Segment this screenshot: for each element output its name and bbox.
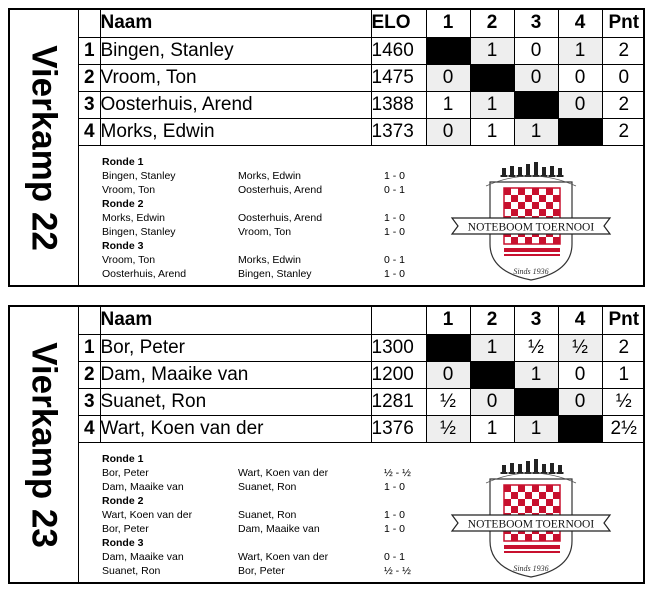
round-label: Ronde 2 [102,198,144,210]
header-elo [371,307,426,334]
result-cell: 0 [470,388,514,415]
player-row [79,91,645,118]
header-round-4: 4 [558,10,602,37]
header-round-1: 1 [426,10,470,37]
result-cell: ½ [514,334,558,361]
player-points: 2 [602,37,645,64]
crosstable [79,307,645,443]
game-white: Bingen, Stanley [102,170,176,182]
result-cell: 0 [426,361,470,388]
game-result: 0 - 1 [384,184,406,196]
result-cell-self [514,91,558,118]
player-row [79,118,645,145]
player-nr: 3 [79,91,100,118]
crosstable-header [79,10,645,37]
result-cell: 1 [470,37,514,64]
player-points: 2 [602,91,645,118]
game-row [102,253,442,267]
result-cell: 1 [514,118,558,145]
player-elo: 1373 [371,118,426,145]
header-round-1: 1 [426,307,470,334]
player-row [79,37,645,64]
player-points: 2½ [602,415,645,442]
game-result: 1 - 0 [384,212,406,224]
game-result: ½ - ½ [384,467,411,479]
header-pnt: Pnt [602,10,645,37]
game-row [102,211,442,225]
result-cell: 0 [426,118,470,145]
result-cell: 1 [470,118,514,145]
round-label: Ronde 1 [102,453,144,465]
tournament-title: Vierkamp 23 [24,341,64,548]
crosstable-header [79,307,645,334]
player-nr: 1 [79,334,100,361]
game-white: Suanet, Ron [102,565,161,577]
tournament-card [8,8,645,287]
round-label: Ronde 2 [102,495,144,507]
checkerboard-icon [504,188,560,244]
player-elo: 1376 [371,415,426,442]
result-cell: ½ [426,415,470,442]
game-result: 1 - 0 [384,268,406,280]
game-white: Wart, Koen van der [102,509,193,521]
header-nr [79,307,100,334]
header-round-2: 2 [470,307,514,334]
noteboom-logo [446,457,616,581]
player-elo: 1460 [371,37,426,64]
header-naam: Naam [100,10,371,37]
header-round-3: 3 [514,10,558,37]
player-nr: 3 [79,388,100,415]
result-cell-self [426,334,470,361]
player-points: ½ [602,388,645,415]
game-result: ½ - ½ [384,565,411,577]
player-name: Dam, Maaike van [100,361,371,388]
player-points: 2 [602,118,645,145]
player-points: 2 [602,334,645,361]
game-white: Dam, Maaike van [102,551,184,563]
result-cell: 1 [558,37,602,64]
header-naam: Naam [100,307,371,334]
result-cell: 0 [558,388,602,415]
player-row [79,334,645,361]
logo-since: Sinds 1936 [513,267,549,276]
game-result: 1 - 0 [384,226,406,238]
game-result: 1 - 0 [384,509,406,521]
game-result: 1 - 0 [384,170,406,182]
result-cell: 1 [470,91,514,118]
round-label: Ronde 3 [102,240,144,252]
result-cell: 0 [558,91,602,118]
result-cell: 0 [426,64,470,91]
player-name: Vroom, Ton [100,64,371,91]
game-row [102,169,442,183]
result-cell: 1 [514,415,558,442]
card-side [10,307,79,582]
player-row [79,361,645,388]
game-row [102,522,442,536]
header-pnt: Pnt [602,307,645,334]
game-black: Wart, Koen van der [238,467,329,479]
game-white: Oosterhuis, Arend [102,268,187,280]
result-cell: ½ [426,388,470,415]
game-white: Vroom, Ton [102,254,156,266]
game-black: Oosterhuis, Arend [238,184,323,196]
player-elo: 1281 [371,388,426,415]
result-cell: 0 [558,361,602,388]
game-black: Bingen, Stanley [238,268,312,280]
game-white: Morks, Edwin [102,212,166,224]
crosstable [79,10,645,146]
player-nr: 2 [79,64,100,91]
game-row [102,183,442,197]
player-elo: 1200 [371,361,426,388]
result-cell: 0 [558,64,602,91]
game-white: Bingen, Stanley [102,226,176,238]
player-name: Suanet, Ron [100,388,371,415]
round-label: Ronde 3 [102,537,144,549]
logo-since: Sinds 1936 [513,564,549,573]
result-cell-self [558,118,602,145]
game-row [102,564,442,578]
result-cell-self [514,388,558,415]
tournament-title: Vierkamp 22 [24,44,64,251]
player-name: Morks, Edwin [100,118,371,145]
result-cell-self [558,415,602,442]
round-schedule [102,155,442,281]
header-round-3: 3 [514,307,558,334]
round-label: Ronde 1 [102,156,144,168]
game-black: Oosterhuis, Arend [238,212,323,224]
player-points: 1 [602,361,645,388]
game-result: 1 - 0 [384,481,406,493]
result-cell: 1 [470,415,514,442]
player-nr: 4 [79,415,100,442]
game-result: 0 - 1 [384,254,406,266]
checkerboard-icon [504,485,560,541]
game-row [102,550,442,564]
player-elo: 1475 [371,64,426,91]
header-nr [79,10,100,37]
chess-pieces-icon [501,459,564,474]
game-black: Vroom, Ton [238,226,292,238]
game-black: Wart, Koen van der [238,551,329,563]
game-white: Bor, Peter [102,467,149,479]
result-cell-self [426,37,470,64]
game-black: Morks, Edwin [238,254,302,266]
game-result: 1 - 0 [384,523,406,535]
game-row [102,480,442,494]
header-elo: ELO [371,10,426,37]
tournament-card [8,305,645,584]
game-black: Dam, Maaike van [238,523,320,535]
game-row [102,466,442,480]
player-name: Wart, Koen van der [100,415,371,442]
header-round-2: 2 [470,10,514,37]
result-cell: 0 [514,37,558,64]
result-cell: 1 [514,361,558,388]
game-black: Suanet, Ron [238,481,297,493]
player-nr: 1 [79,37,100,64]
game-result: 0 - 1 [384,551,406,563]
player-elo: 1300 [371,334,426,361]
result-cell-self [470,64,514,91]
player-row [79,388,645,415]
player-row [79,415,645,442]
result-cell-self [470,361,514,388]
game-row [102,225,442,239]
game-black: Bor, Peter [238,565,285,577]
header-round-4: 4 [558,307,602,334]
player-nr: 4 [79,118,100,145]
player-elo: 1388 [371,91,426,118]
game-black: Suanet, Ron [238,509,297,521]
player-nr: 2 [79,361,100,388]
game-row [102,508,442,522]
game-white: Vroom, Ton [102,184,156,196]
card-side [10,10,79,285]
result-cell: 1 [426,91,470,118]
player-name: Bor, Peter [100,334,371,361]
logo-name: NOTEBOOM TOERNOOI [467,518,595,531]
player-name: Bingen, Stanley [100,37,371,64]
player-row [79,64,645,91]
result-cell: 0 [514,64,558,91]
game-white: Dam, Maaike van [102,481,184,493]
logo-name: NOTEBOOM TOERNOOI [467,221,595,234]
round-schedule [102,452,442,578]
player-points: 0 [602,64,645,91]
game-black: Morks, Edwin [238,170,302,182]
noteboom-logo [446,160,616,284]
game-row [102,267,442,281]
chess-pieces-icon [501,162,564,177]
game-white: Bor, Peter [102,523,149,535]
result-cell: ½ [558,334,602,361]
player-name: Oosterhuis, Arend [100,91,371,118]
result-cell: 1 [470,334,514,361]
